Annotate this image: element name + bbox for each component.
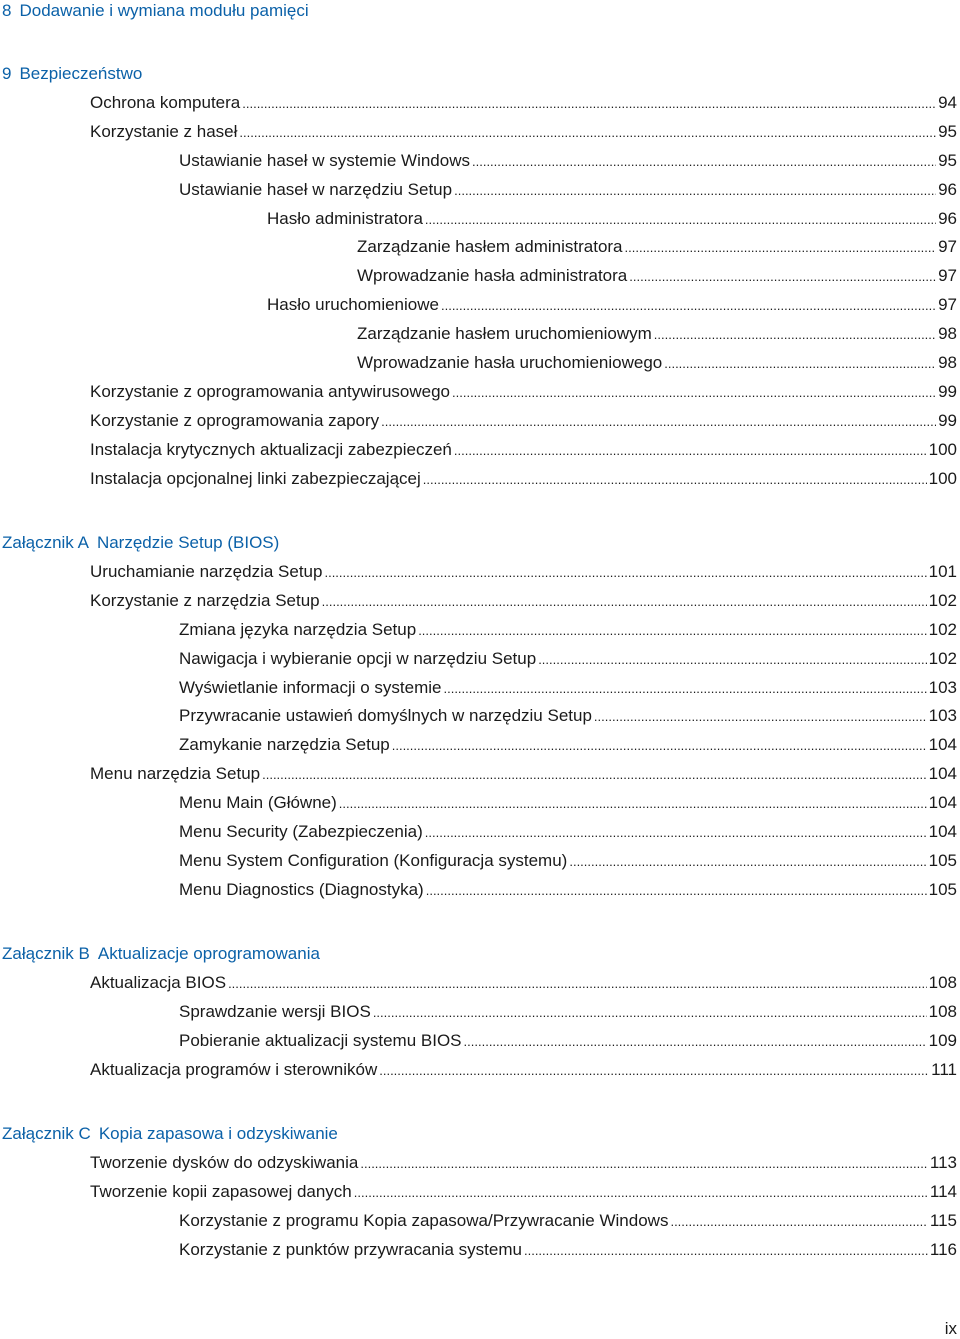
toc-entry[interactable]	[179, 150, 957, 172]
toc-entry-page: 99	[938, 411, 957, 430]
dot-leader	[228, 973, 927, 995]
toc-entry-title: Zamykanie narzędzia Setup	[179, 735, 390, 754]
toc-entry[interactable]	[90, 763, 957, 785]
chapter-title: Bezpieczeństwo	[19, 64, 143, 83]
toc-entry-page: 104	[928, 822, 957, 841]
dot-leader	[594, 706, 927, 728]
chapter-heading[interactable]	[2, 1123, 338, 1145]
chapter-heading[interactable]	[2, 532, 279, 554]
chapter-title: Dodawanie i wymiana modułu pamięci	[19, 1, 309, 20]
dot-leader	[441, 295, 936, 317]
toc-entry-title: Wprowadzanie hasła administratora	[357, 266, 628, 285]
toc-entry[interactable]	[179, 1030, 957, 1052]
toc-entry-page: 113	[929, 1153, 957, 1172]
toc-entry-page: 98	[938, 324, 957, 343]
toc-entry-page: 100	[928, 469, 957, 488]
dot-leader	[322, 591, 927, 613]
toc-entry-page: 108	[928, 973, 957, 992]
toc-entry[interactable]	[90, 121, 957, 143]
toc-entry-page: 98	[938, 353, 957, 372]
dot-leader	[339, 793, 927, 815]
toc-entry[interactable]	[90, 468, 957, 490]
chapter-title: Aktualizacje oprogramowania	[97, 944, 320, 963]
toc-entry-title: Korzystanie z programu Kopia zapasowa/Przywracanie Windows	[179, 1211, 669, 1230]
dot-leader	[418, 620, 926, 642]
dot-leader	[425, 209, 936, 231]
toc-entry-page: 95	[938, 151, 957, 170]
dot-leader	[425, 822, 927, 844]
chapter-number: 8	[2, 1, 12, 20]
toc-entry-page: 116	[929, 1240, 957, 1259]
toc-entry[interactable]	[90, 1152, 957, 1174]
toc-entry-page: 95	[938, 122, 957, 141]
toc-entry-page: 97	[938, 295, 957, 314]
toc-entry-page: 102	[928, 591, 957, 610]
toc-entry-page: 105	[928, 851, 957, 870]
toc-entry-title: Zarządzanie hasłem uruchomieniowym	[357, 324, 652, 343]
chapter-title: Kopia zapasowa i odzyskiwanie	[98, 1124, 338, 1143]
toc-entry-title: Aktualizacja BIOS	[90, 973, 227, 992]
toc-entry-page: 100	[928, 440, 957, 459]
toc-entry-page: 111	[931, 1060, 957, 1079]
toc-entry[interactable]	[90, 381, 957, 403]
toc-entry[interactable]	[90, 410, 957, 432]
toc-entry-title: Tworzenie dysków do odzyskiwania	[90, 1153, 359, 1172]
dot-leader	[670, 1211, 927, 1233]
toc-entry-title: Hasło administratora	[267, 209, 423, 228]
dot-leader	[242, 93, 936, 115]
toc-entry[interactable]	[179, 850, 957, 872]
chapter-heading[interactable]	[2, 63, 142, 85]
toc-entry[interactable]	[267, 294, 957, 316]
toc-entry[interactable]	[179, 1210, 957, 1232]
dot-leader	[538, 649, 926, 671]
toc-entry-title: Tworzenie kopii zapasowej danych	[90, 1182, 352, 1201]
dot-leader	[629, 266, 936, 288]
dot-leader	[452, 382, 936, 404]
toc-entry[interactable]	[357, 352, 957, 374]
toc-entry-page: 102	[928, 649, 957, 668]
dot-leader	[569, 851, 926, 873]
toc-entry-page: 102	[928, 620, 957, 639]
toc-entry-title: Korzystanie z haseł	[90, 122, 238, 141]
toc-entry[interactable]	[90, 1059, 957, 1081]
chapter-number: 9	[2, 64, 12, 83]
toc-entry[interactable]	[179, 792, 957, 814]
dot-leader	[360, 1153, 928, 1175]
toc-entry-page: 104	[928, 764, 957, 783]
toc-entry[interactable]	[179, 1001, 957, 1023]
dot-leader	[324, 562, 926, 584]
toc-entry-title: Zmiana języka narzędzia Setup	[179, 620, 417, 639]
dot-leader	[373, 1002, 927, 1024]
toc-entry[interactable]	[90, 439, 957, 461]
toc-entry[interactable]	[357, 265, 957, 287]
toc-entry-page: 108	[928, 1002, 957, 1021]
toc-entry-title: Wyświetlanie informacji o systemie	[179, 678, 442, 697]
toc-entry[interactable]	[357, 323, 957, 345]
toc-entry[interactable]	[90, 590, 957, 612]
toc-entry[interactable]	[179, 179, 957, 201]
toc-entry-title: Ustawianie haseł w narzędziu Setup	[179, 180, 453, 199]
toc-entry-page: 99	[938, 382, 957, 401]
dot-leader	[381, 411, 936, 433]
toc-entry-page: 109	[928, 1031, 957, 1050]
toc-entry-title: Zarządzanie hasłem administratora	[357, 237, 623, 256]
toc-entry-page: 101	[928, 562, 957, 581]
toc-entry[interactable]	[179, 619, 957, 641]
toc-entry-page: 115	[929, 1211, 957, 1230]
toc-entry-title: Menu narzędzia Setup	[90, 764, 261, 783]
toc-entry-title: Sprawdzanie wersji BIOS	[179, 1002, 371, 1021]
dot-leader	[239, 122, 936, 144]
dot-leader	[262, 764, 927, 786]
toc-entry[interactable]	[179, 879, 957, 901]
toc-entry-page: 105	[928, 880, 957, 899]
chapter-number: Załącznik B	[2, 944, 90, 963]
toc-entry[interactable]	[179, 1239, 957, 1261]
toc-entry[interactable]	[179, 648, 957, 670]
toc-entry-title: Menu Main (Główne)	[179, 793, 337, 812]
chapter-number: Załącznik A	[2, 533, 89, 552]
toc-entry[interactable]	[357, 236, 957, 258]
toc-entry-title: Menu Security (Zabezpieczenia)	[179, 822, 423, 841]
dot-leader	[625, 237, 937, 259]
dot-leader	[464, 1031, 927, 1053]
dot-leader	[354, 1182, 928, 1204]
dot-leader	[392, 735, 927, 757]
toc-entry-page: 97	[938, 266, 957, 285]
toc-entry-title: Ochrona komputera	[90, 93, 241, 112]
dot-leader	[454, 180, 936, 202]
toc-entry-page: 96	[938, 180, 957, 199]
dot-leader	[426, 880, 927, 902]
toc-entry[interactable]	[90, 561, 957, 583]
chapter-number: Załącznik C	[2, 1124, 91, 1143]
toc-entry-title: Instalacja opcjonalnej linki zabezpieczającej	[90, 469, 421, 488]
toc-entry-title: Menu System Configuration (Konfiguracja systemu)	[179, 851, 568, 870]
chapter-heading[interactable]	[2, 943, 320, 965]
page-number: ix	[944, 1319, 957, 1338]
toc-entry[interactable]	[90, 92, 957, 114]
toc-entry[interactable]	[179, 734, 957, 756]
toc-entry-page: 96	[938, 209, 957, 228]
toc-entry[interactable]	[179, 705, 957, 727]
toc-entry[interactable]	[90, 972, 957, 994]
toc-entry-page: 103	[928, 678, 957, 697]
toc-entry-title: Hasło uruchomieniowe	[267, 295, 439, 314]
dot-leader	[454, 440, 927, 462]
dot-leader	[524, 1240, 928, 1262]
dot-leader	[664, 353, 936, 375]
toc-entry-page: 103	[928, 706, 957, 725]
dot-leader	[443, 678, 926, 700]
toc-entry-title: Wprowadzanie hasła uruchomieniowego	[357, 353, 663, 372]
dot-leader	[654, 324, 936, 346]
toc-entry-title: Menu Diagnostics (Diagnostyka)	[179, 880, 424, 899]
dot-leader	[472, 151, 936, 173]
toc-entry-title: Ustawianie haseł w systemie Windows	[179, 151, 470, 170]
toc-entry-title: Korzystanie z oprogramowania antywirusowego	[90, 382, 451, 401]
toc-entry[interactable]	[179, 821, 957, 843]
toc-entry[interactable]	[267, 208, 957, 230]
dot-leader	[379, 1060, 929, 1082]
toc-entry-title: Uruchamianie narzędzia Setup	[90, 562, 323, 581]
toc-entry-title: Korzystanie z narzędzia Setup	[90, 591, 320, 610]
toc-entry-page: 104	[928, 793, 957, 812]
toc-entry-title: Instalacja krytycznych aktualizacji zabezpieczeń	[90, 440, 452, 459]
toc-entry-page: 94	[938, 93, 957, 112]
toc-entry-title: Korzystanie z punktów przywracania systemu	[179, 1240, 522, 1259]
dot-leader	[423, 469, 927, 491]
toc-entry-page: 97	[938, 237, 957, 256]
toc-entry-title: Aktualizacja programów i sterowników	[90, 1060, 378, 1079]
toc-entry-title: Pobieranie aktualizacji systemu BIOS	[179, 1031, 462, 1050]
toc-entry[interactable]	[179, 677, 957, 699]
toc-entry[interactable]	[90, 1181, 957, 1203]
chapter-heading[interactable]	[2, 0, 309, 22]
chapter-title: Narzędzie Setup (BIOS)	[96, 533, 280, 552]
toc-entry-page: 104	[928, 735, 957, 754]
toc-entry-title: Korzystanie z oprogramowania zapory	[90, 411, 380, 430]
toc-entry-title: Nawigacja i wybieranie opcji w narzędziu Setup	[179, 649, 537, 668]
toc-entry-title: Przywracanie ustawień domyślnych w narzędziu Setup	[179, 706, 592, 725]
toc-entry-page: 114	[929, 1182, 957, 1201]
